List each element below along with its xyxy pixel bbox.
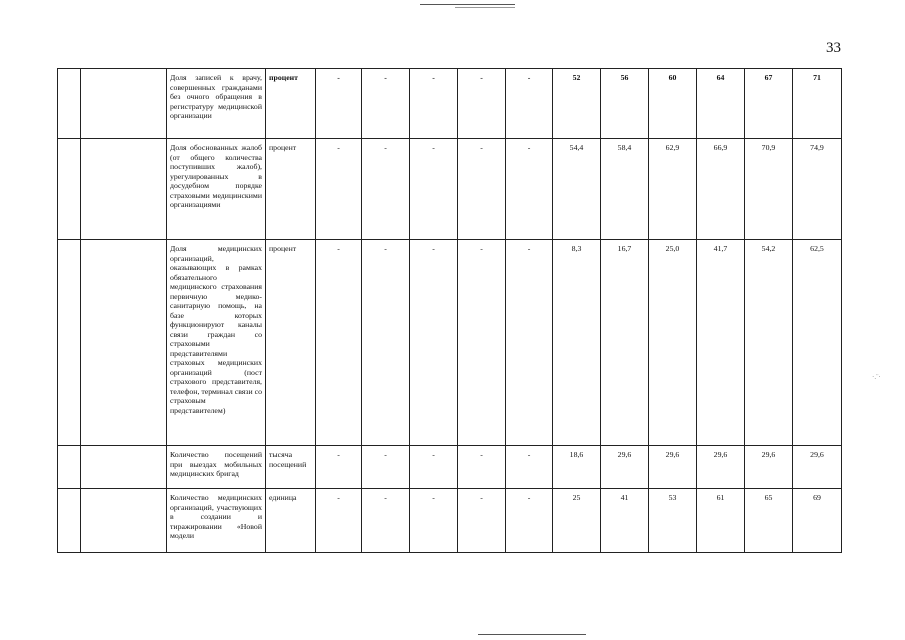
indicator-name-cell: Доля записей к врачу, совершенных гражданами без очного обращения в регистратуру медицинской организации [167, 69, 266, 139]
target-value-cell: 62,5 [793, 240, 842, 446]
row-number-cell [58, 69, 81, 139]
baseline-value-cell: - [316, 489, 362, 553]
baseline-value-cell: - [362, 240, 410, 446]
target-value-cell: 29,6 [745, 446, 793, 489]
scan-artifact-bottom-line [478, 634, 586, 635]
target-value-cell: 74,9 [793, 139, 842, 240]
scan-artifact-top-line [420, 4, 515, 5]
unit-cell: процент [266, 69, 316, 139]
unit-cell: единица [266, 489, 316, 553]
indicator-name-cell: Количество посещений при выездах мобильных медицинских бригад [167, 446, 266, 489]
baseline-value-cell: - [410, 69, 458, 139]
baseline-value-cell: - [458, 69, 506, 139]
scan-artifact-top-line-2 [455, 7, 515, 8]
target-value-cell: 29,6 [793, 446, 842, 489]
target-value-cell: 71 [793, 69, 842, 139]
baseline-value-cell: - [410, 240, 458, 446]
target-value-cell: 69 [793, 489, 842, 553]
table-row [58, 446, 842, 489]
unit-cell: тысяча посещений [266, 446, 316, 489]
baseline-value-cell: - [506, 240, 553, 446]
target-value-cell: 70,9 [745, 139, 793, 240]
target-value-cell: 8,3 [553, 240, 601, 446]
indicators-table [57, 68, 842, 553]
baseline-value-cell: - [506, 69, 553, 139]
goal-cell [81, 446, 167, 489]
target-value-cell: 65 [745, 489, 793, 553]
target-value-cell: 25 [553, 489, 601, 553]
baseline-value-cell: - [362, 139, 410, 240]
target-value-cell: 54,4 [553, 139, 601, 240]
goal-cell [81, 69, 167, 139]
goal-cell [81, 240, 167, 446]
baseline-value-cell: - [362, 489, 410, 553]
baseline-value-cell: - [316, 139, 362, 240]
page-number: 33 [826, 40, 841, 56]
baseline-value-cell: - [458, 139, 506, 240]
scan-artifact-mark: ·.¨· [872, 373, 881, 381]
baseline-value-cell: - [316, 69, 362, 139]
baseline-value-cell: - [362, 446, 410, 489]
baseline-value-cell: - [316, 446, 362, 489]
target-value-cell: 66,9 [697, 139, 745, 240]
row-number-cell [58, 139, 81, 240]
target-value-cell: 29,6 [601, 446, 649, 489]
baseline-value-cell: - [458, 489, 506, 553]
target-value-cell: 62,9 [649, 139, 697, 240]
target-value-cell: 64 [697, 69, 745, 139]
row-number-cell [58, 446, 81, 489]
baseline-value-cell: - [458, 240, 506, 446]
target-value-cell: 25,0 [649, 240, 697, 446]
table-row [58, 139, 842, 240]
target-value-cell: 56 [601, 69, 649, 139]
target-value-cell: 52 [553, 69, 601, 139]
unit-cell: процент [266, 139, 316, 240]
target-value-cell: 29,6 [649, 446, 697, 489]
baseline-value-cell: - [506, 489, 553, 553]
goal-cell [81, 139, 167, 240]
baseline-value-cell: - [458, 446, 506, 489]
baseline-value-cell: - [362, 69, 410, 139]
target-value-cell: 61 [697, 489, 745, 553]
target-value-cell: 53 [649, 489, 697, 553]
target-value-cell: 41 [601, 489, 649, 553]
baseline-value-cell: - [410, 139, 458, 240]
target-value-cell: 67 [745, 69, 793, 139]
target-value-cell: 18,6 [553, 446, 601, 489]
table-row [58, 69, 842, 139]
row-number-cell [58, 240, 81, 446]
target-value-cell: 54,2 [745, 240, 793, 446]
row-number-cell [58, 489, 81, 553]
table-row [58, 489, 842, 553]
goal-cell [81, 489, 167, 553]
baseline-value-cell: - [506, 446, 553, 489]
target-value-cell: 60 [649, 69, 697, 139]
indicator-name-cell: Количество медицинских организаций, участвующих в создании и тиражировании «Новой модели [167, 489, 266, 553]
unit-cell: процент [266, 240, 316, 446]
table-row [58, 240, 842, 446]
baseline-value-cell: - [410, 489, 458, 553]
indicator-name-cell: Доля обоснованных жалоб (от общего количества поступивших жалоб), урегулированных в досудебном порядке страховыми медицинскими организациями [167, 139, 266, 240]
target-value-cell: 29,6 [697, 446, 745, 489]
indicator-name-cell: Доля медицинских организаций, оказывающих в рамках обязательного медицинского страхования первичную медико-санитарную помощь, на базе которых функционируют каналы связи граждан со страховыми представителями страховых медицинских организаций (пост страхового представителя, телефон, терминал связи со страховым представителем) [167, 240, 266, 446]
baseline-value-cell: - [506, 139, 553, 240]
target-value-cell: 16,7 [601, 240, 649, 446]
target-value-cell: 58,4 [601, 139, 649, 240]
target-value-cell: 41,7 [697, 240, 745, 446]
baseline-value-cell: - [410, 446, 458, 489]
baseline-value-cell: - [316, 240, 362, 446]
